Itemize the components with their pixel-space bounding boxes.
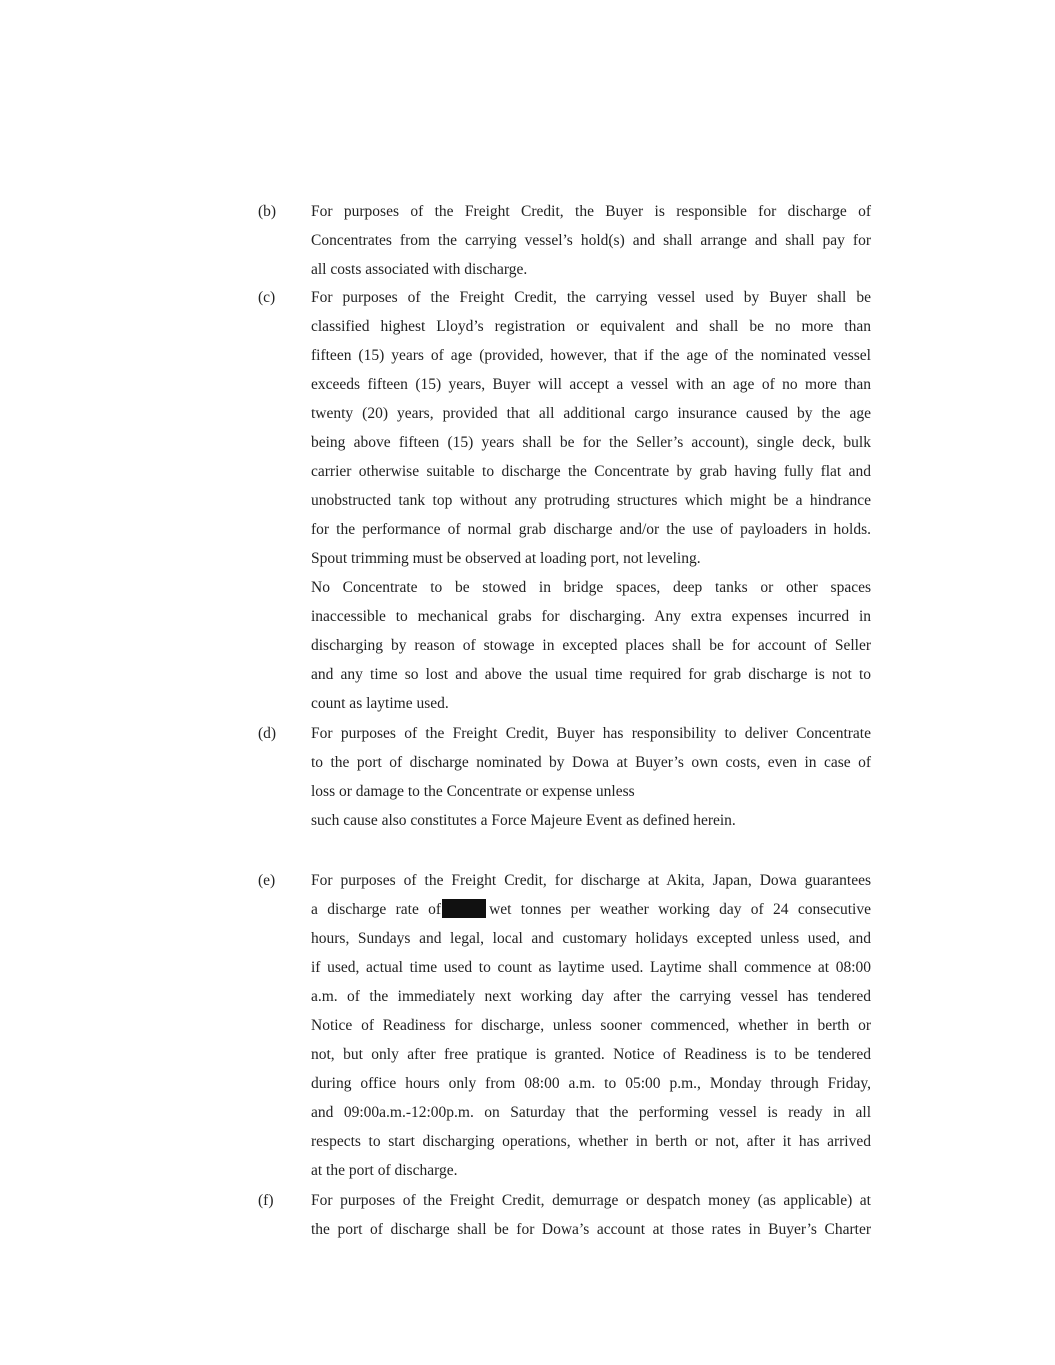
text-line: inaccessible to mechanical grabs for discharging. Any extra expenses incurred in [311, 608, 871, 625]
redaction-block [442, 899, 486, 918]
text-line: count as laytime used. [311, 695, 449, 712]
clause-body [311, 283, 871, 718]
text-line: classified highest Lloyd’s registration or equivalent and shall be no more than [311, 318, 871, 335]
text-line: fifteen (15) years of age (provided, however, that if the age of the nominated vessel [311, 347, 871, 364]
text-line: and any time so lost and above the usual time required for grab discharge is not to [311, 666, 871, 683]
text-line: the port of discharge shall be for Dowa’s account at those rates in Buyer’s Charter [311, 1221, 871, 1238]
text-line-with-redaction [311, 895, 871, 924]
clause-label: (c) [258, 289, 276, 306]
text-line: respects to start discharging operations, whether in berth or not, after it has arrived [311, 1133, 871, 1150]
text-line: For purposes of the Freight Credit, for discharge at Akita, Japan, Dowa guarantees [311, 872, 871, 889]
text-line: For purposes of the Freight Credit, the Buyer is responsible for discharge of [311, 203, 871, 220]
text-line: at the port of discharge. [311, 1162, 458, 1179]
clause-body [311, 197, 871, 284]
clause-label: (d) [258, 725, 277, 742]
text-fragment: wet tonnes per weather working day of 24 consecutive [489, 901, 871, 918]
text-line: all costs associated with discharge. [311, 261, 528, 278]
clause-body [311, 866, 871, 1185]
text-line: not, but only after free pratique is granted. Notice of Readiness is to be tendered [311, 1046, 871, 1063]
text-line: exceeds fifteen (15) years, Buyer will accept a vessel with an age of no more than [311, 376, 871, 393]
text-line: discharging by reason of stowage in excepted places shall be for account of Seller [311, 637, 871, 654]
text-line: For purposes of the Freight Credit, demurrage or despatch money (as applicable) at [311, 1192, 871, 1209]
text-line: Notice of Readiness for discharge, unless sooner commenced, whether in berth or [311, 1017, 871, 1034]
text-line: For purposes of the Freight Credit, Buyer has responsibility to deliver Concentrate [311, 725, 871, 742]
text-line: a.m. of the immediately next working day after the carrying vessel has tendered [311, 988, 871, 1005]
clause-body [311, 1186, 871, 1244]
clause-body [311, 719, 871, 835]
clause-label: (e) [258, 872, 276, 889]
text-line: for the performance of normal grab discharge and/or the use of payloaders in holds. [311, 521, 871, 538]
text-line: loss or damage to the Concentrate or expense unless [311, 783, 635, 800]
text-line: to the port of discharge nominated by Dowa at Buyer’s own costs, even in case of [311, 754, 871, 771]
clause-label: (b) [258, 203, 277, 220]
text-line: if used, actual time used to count as laytime used. Laytime shall commence at 08:00 [311, 959, 871, 976]
text-line: and 09:00a.m.-12:00p.m. on Saturday that the performing vessel is ready in all [311, 1104, 871, 1121]
text-line: during office hours only from 08:00 a.m. to 05:00 p.m., Monday through Friday, [311, 1075, 871, 1092]
text-line: being above fifteen (15) years shall be for the Seller’s account), single deck, bulk [311, 434, 871, 451]
clause-label: (f) [258, 1192, 274, 1209]
text-line: twenty (20) years, provided that all additional cargo insurance caused by the age [311, 405, 871, 422]
text-line: unobstructed tank top without any protruding structures which might be a hindrance [311, 492, 871, 509]
text-line: such cause also constitutes a Force Majeure Event as defined herein. [311, 812, 736, 829]
text-line: carrier otherwise suitable to discharge the Concentrate by grab having fully flat and [311, 463, 871, 480]
text-line: Spout trimming must be observed at loading port, not leveling. [311, 550, 701, 567]
text-line: Concentrates from the carrying vessel’s hold(s) and shall arrange and shall pay for [311, 232, 871, 249]
text-line: For purposes of the Freight Credit, the carrying vessel used by Buyer shall be [311, 289, 871, 306]
text-fragment: a discharge rate of [311, 901, 442, 918]
text-line: hours, Sundays and legal, local and customary holidays excepted unless used, and [311, 930, 871, 947]
text-line: No Concentrate to be stowed in bridge spaces, deep tanks or other spaces [311, 579, 871, 596]
